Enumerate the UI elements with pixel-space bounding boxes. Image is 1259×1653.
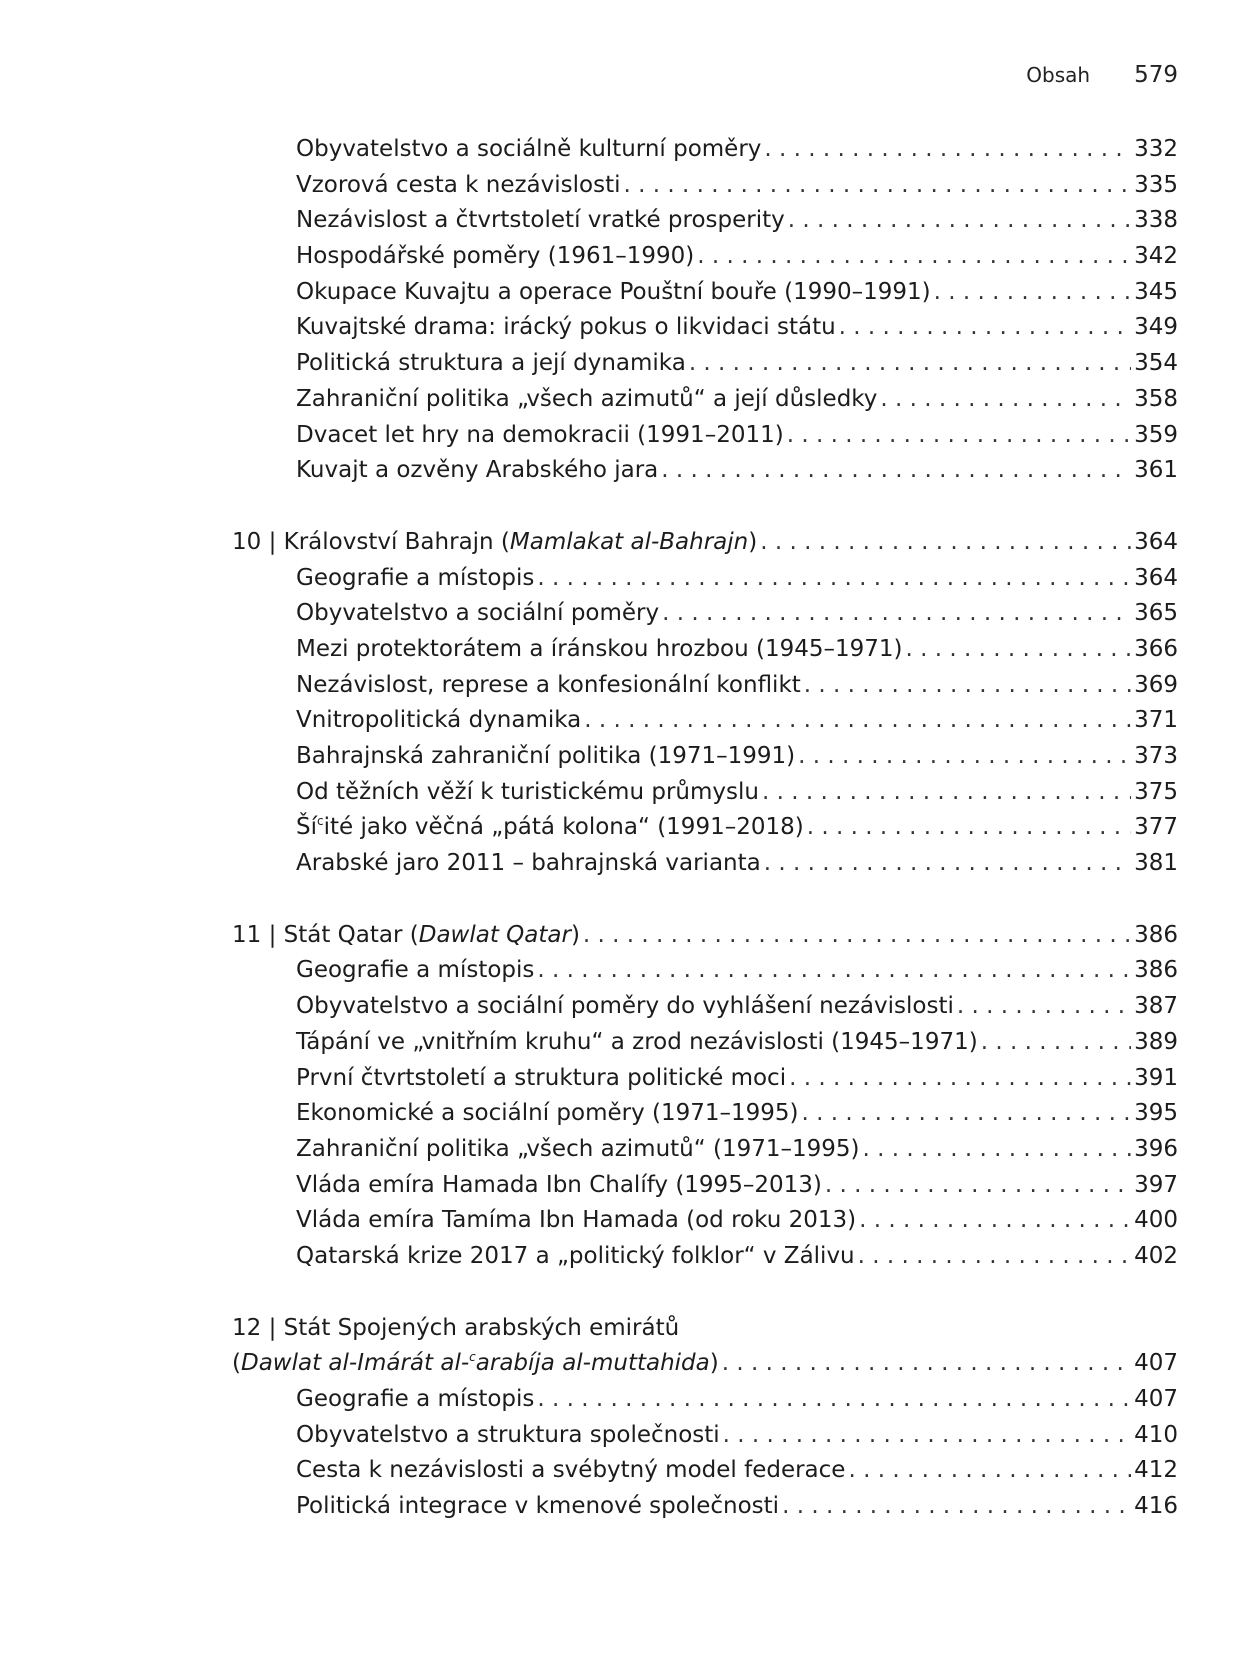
toc-entry[interactable]: Qatarská krize 2017 a „politický folklor“ v Zálivu . . . 402 [232, 1239, 1178, 1275]
toc-entry[interactable]: Vnitropolitická dynamika . . . 371 [232, 703, 1178, 739]
toc-entry[interactable]: Obyvatelstvo a sociální poměry do vyhlášení nezávislosti . . . 387 [232, 989, 1178, 1025]
toc-entry[interactable]: Dvacet let hry na demokracii (1991–2011) . . . 359 [232, 418, 1178, 454]
toc-entry[interactable]: Arabské jaro 2011 – bahrajnská varianta . . . 381 [232, 846, 1178, 882]
toc-entry[interactable]: Mezi protektorátem a íránskou hrozbou (1945–1971) . . . 366 [232, 632, 1178, 668]
toc-entry[interactable]: Obyvatelstvo a struktura společnosti . . . 410 [232, 1418, 1178, 1454]
toc-entry[interactable]: Geografie a místopis . . . 386 [232, 953, 1178, 989]
toc-entry[interactable]: Politická struktura a její dynamika . . . 354 [232, 346, 1178, 382]
toc-entry[interactable]: Bahrajnská zahraniční politika (1971–1991) . . . 373 [232, 739, 1178, 775]
toc-entry[interactable]: Vláda emíra Hamada Ibn Chalífy (1995–2013) . . . 397 [232, 1168, 1178, 1204]
toc-entry[interactable]: Vláda emíra Tamíma Ibn Hamada (od roku 2013) . . . 400 [232, 1203, 1178, 1239]
toc-chapter-11[interactable]: 11 | Stát Qatar (Dawlat Qatar) . . . 386 [232, 918, 1178, 954]
chapter-12-title-line: 12 | Stát Spojených arabských emirátů [232, 1314, 680, 1341]
toc-entry[interactable]: První čtvrtstoletí a struktura politické moci . . . 391 [232, 1061, 1178, 1097]
toc-entry[interactable]: Kuvajtské drama: irácký pokus o likvidaci státu . . . 349 [232, 310, 1178, 346]
toc-entry[interactable]: Obyvatelstvo a sociální poměry . . . 365 [232, 596, 1178, 632]
toc-entry[interactable]: Cesta k nezávislosti a svébytný model federace . . . 412 [232, 1453, 1178, 1489]
toc-entry[interactable]: Politická integrace v kmenové společnosti . . . 416 [232, 1489, 1178, 1525]
toc-chapter-12[interactable]: 12 | Stát Spojených arabských emirátů (Dawlat al-Imárát al-$^c$arabíja al-muttahida) . . . 407 [232, 1311, 1178, 1382]
toc-entry[interactable]: Geografie a místopis . . . 407 [232, 1382, 1178, 1418]
toc-entry[interactable]: $Ší^cité$ jako věčná „pátá kolona“ (1991–2018) . . . 377 [232, 810, 1178, 846]
toc-entry[interactable]: Nezávislost, represe a konfesionální konflikt . . . 369 [232, 668, 1178, 704]
toc-entry[interactable]: Ekonomické a sociální poměry (1971–1995) . . . 395 [232, 1096, 1178, 1132]
toc-entry[interactable]: Obyvatelstvo a sociálně kulturní poměry . . . 332 [232, 132, 1178, 168]
toc-entry[interactable]: Nezávislost a čtvrtstoletí vratké prosperity . . . 338 [232, 203, 1178, 239]
toc-entry[interactable]: Kuvajt a ozvěny Arabského jara . . . 361 [232, 453, 1178, 489]
table-of-contents [232, 132, 1178, 1525]
toc-entry[interactable]: Tápání ve „vnitřním kruhu“ a zrod nezávislosti (1945–1971) . . . 389 [232, 1025, 1178, 1061]
header-label: Obsah [1026, 63, 1091, 87]
toc-entry[interactable]: Okupace Kuvajtu a operace Pouštní bouře (1990–1991) . . . 345 [232, 275, 1178, 311]
header-page-number: 579 [1134, 62, 1178, 88]
toc-entry[interactable]: Zahraniční politika „všech azimutů“ a její důsledky . . . 358 [232, 382, 1178, 418]
running-header [1026, 62, 1178, 88]
toc-entry[interactable]: Od těžních věží k turistickému průmyslu . . . 375 [232, 775, 1178, 811]
toc-entry[interactable]: Hospodářské poměry (1961–1990) . . . 342 [232, 239, 1178, 275]
toc-entry[interactable]: Zahraniční politika „všech azimutů“ (1971–1995) . . . 396 [232, 1132, 1178, 1168]
toc-entry[interactable]: Vzorová cesta k nezávislosti . . . 335 [232, 168, 1178, 204]
toc-entry[interactable]: Geografie a místopis . . . 364 [232, 561, 1178, 597]
toc-chapter-10[interactable]: 10 | Království Bahrajn (Mamlakat al-Bahrajn) . . . 364 [232, 525, 1178, 561]
